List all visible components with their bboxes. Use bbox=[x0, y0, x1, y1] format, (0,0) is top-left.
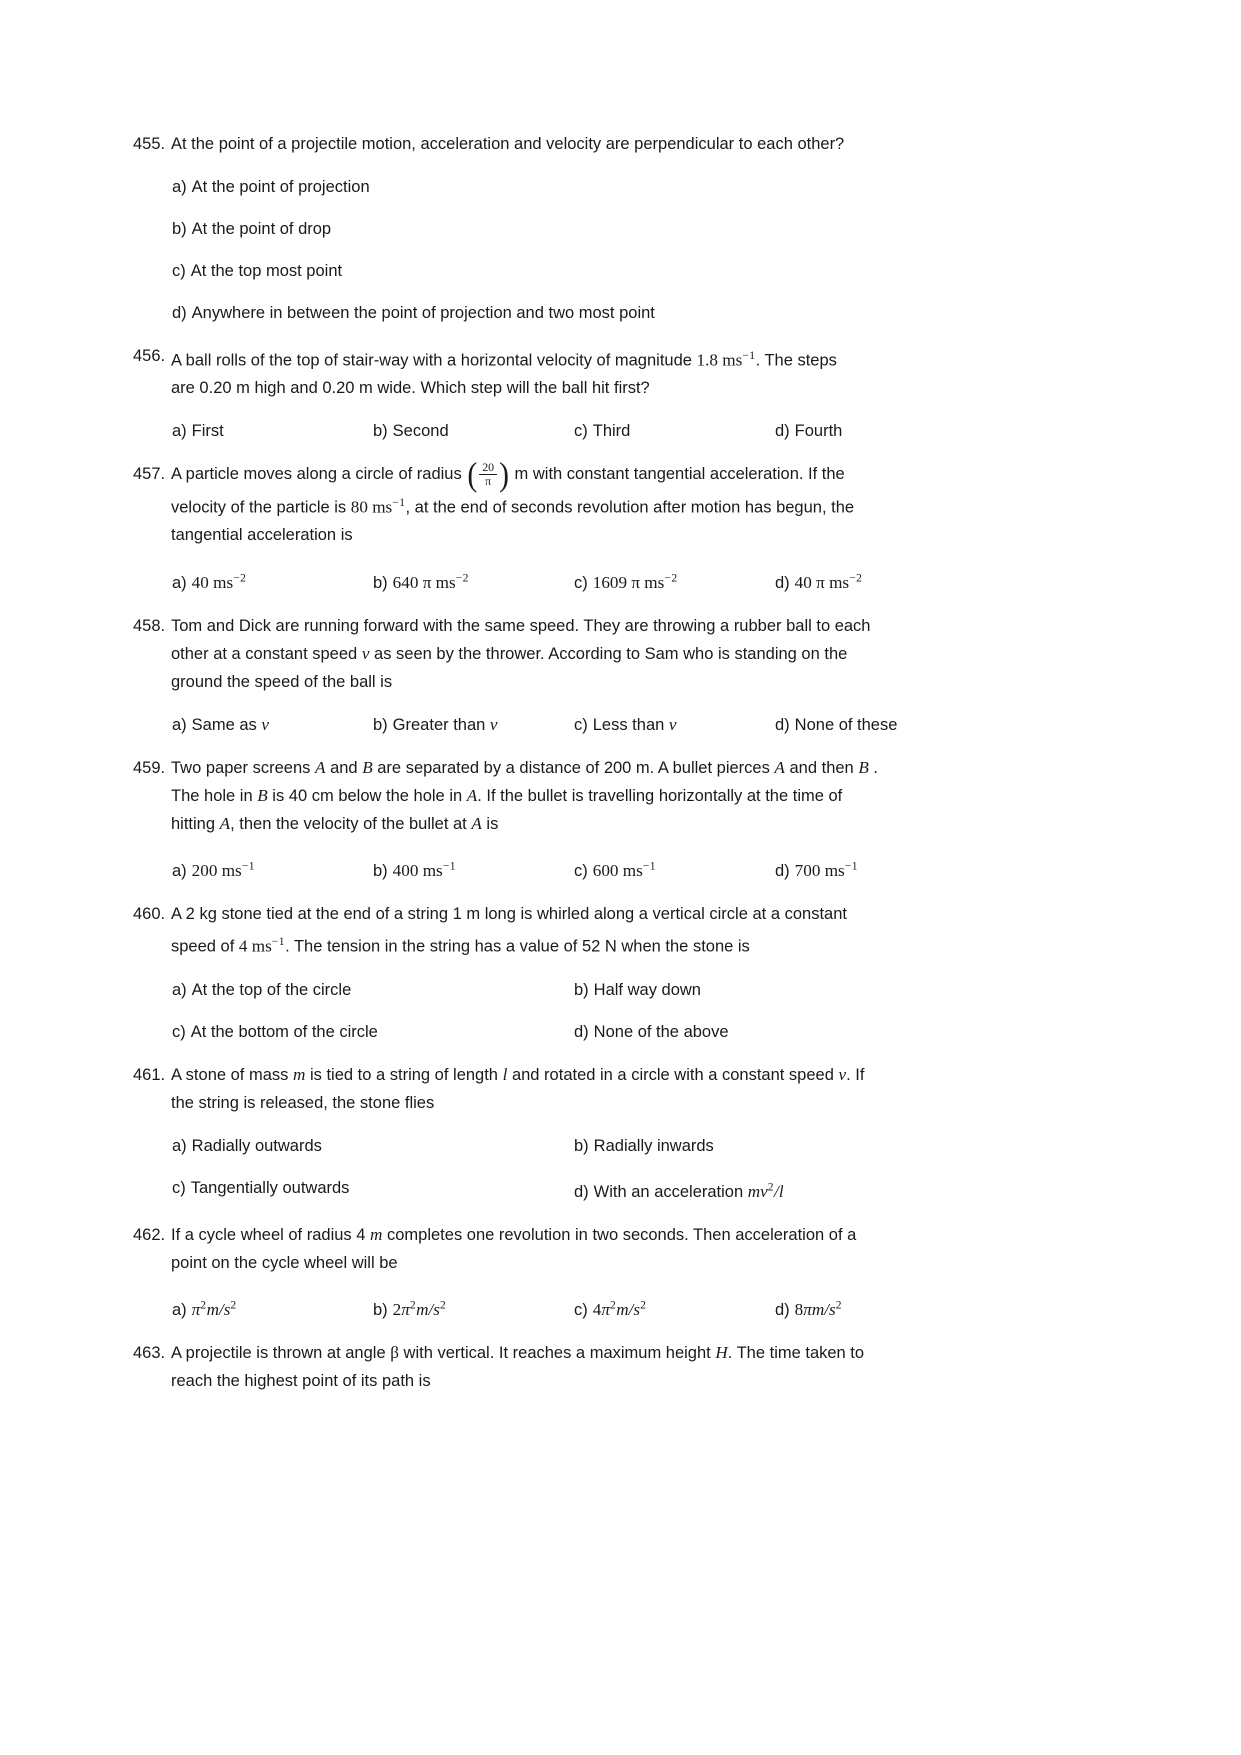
option-label: d) bbox=[172, 304, 187, 322]
question-options bbox=[172, 711, 1131, 739]
plain-text: point on the cycle wheel will be bbox=[171, 1253, 398, 1272]
math-text: A bbox=[774, 757, 785, 777]
option-text bbox=[192, 574, 247, 592]
question-line bbox=[171, 342, 1131, 374]
math-text: π bbox=[401, 1300, 410, 1320]
question-row bbox=[133, 1339, 1131, 1395]
option-text bbox=[594, 981, 701, 999]
math-text: B bbox=[257, 785, 268, 805]
plain-text: Greater than bbox=[392, 715, 490, 734]
math-text: l bbox=[502, 1064, 508, 1084]
option-c bbox=[172, 1018, 574, 1046]
plain-text: are separated by a distance of 200 m. A bullet pierces bbox=[372, 758, 775, 777]
option-label: c) bbox=[172, 262, 186, 280]
plain-text: The hole in bbox=[171, 786, 258, 805]
math-text: 40 ms bbox=[191, 572, 234, 592]
math-text: 2 bbox=[200, 1299, 207, 1312]
question-460 bbox=[133, 900, 1131, 1045]
option-b bbox=[373, 711, 574, 739]
question-row bbox=[133, 342, 1131, 402]
question-line bbox=[171, 668, 1131, 696]
question-number: 462. bbox=[133, 1225, 166, 1244]
option-c bbox=[574, 853, 775, 885]
question-line bbox=[171, 130, 1131, 158]
question-line bbox=[171, 1089, 1131, 1117]
question-options bbox=[172, 564, 1131, 596]
option-b bbox=[373, 564, 574, 596]
plain-text: Same as bbox=[191, 715, 262, 734]
option-label: c) bbox=[574, 715, 588, 734]
question-row bbox=[133, 612, 1131, 696]
plain-text: Radially outwards bbox=[191, 1136, 322, 1155]
question-options bbox=[172, 1292, 1131, 1324]
question-459 bbox=[133, 754, 1131, 885]
option-text bbox=[192, 304, 655, 322]
option-label: d) bbox=[574, 1022, 589, 1041]
option-label: b) bbox=[172, 220, 187, 238]
option-a bbox=[172, 1292, 373, 1324]
math-text: mv bbox=[747, 1181, 768, 1201]
math-text: 2 bbox=[409, 1299, 417, 1312]
math-text: 2 bbox=[439, 1299, 447, 1312]
plain-text: A ball rolls of the top of stair-way with a horizontal velocity of magnitude bbox=[171, 351, 697, 370]
plain-text: ground the speed of the ball is bbox=[171, 672, 393, 691]
plain-text: with vertical. It reaches a maximum height bbox=[398, 1344, 716, 1363]
question-455 bbox=[133, 130, 1131, 327]
question-line bbox=[171, 782, 1131, 810]
question-text bbox=[171, 342, 1131, 402]
option-label: a) bbox=[172, 422, 187, 441]
math-text: π bbox=[601, 1300, 610, 1320]
option-label: c) bbox=[574, 422, 588, 441]
question-line bbox=[171, 928, 1131, 960]
plain-text: are 0.20 m high and 0.20 m wide. Which step will the ball hit first? bbox=[171, 379, 650, 398]
option-text bbox=[393, 574, 469, 592]
plain-text: With an acceleration bbox=[593, 1182, 748, 1201]
question-458 bbox=[133, 612, 1131, 739]
question-line bbox=[171, 489, 1131, 521]
option-d bbox=[775, 564, 977, 596]
option-text bbox=[594, 1183, 784, 1201]
option-d bbox=[775, 417, 977, 445]
option-a bbox=[172, 564, 373, 596]
plain-text: speed of bbox=[171, 937, 239, 956]
math-text: 640 π ms bbox=[392, 572, 456, 592]
math-text: A bbox=[471, 813, 482, 833]
question-line bbox=[171, 1061, 1131, 1089]
question-457 bbox=[133, 456, 1131, 596]
question-line bbox=[171, 1249, 1131, 1277]
plain-text: , at the end of seconds revolution after motion has begun, the bbox=[405, 498, 855, 517]
option-text bbox=[594, 1023, 729, 1041]
option-label: b) bbox=[373, 573, 388, 592]
questions-list bbox=[133, 130, 1131, 1395]
option-label: a) bbox=[172, 862, 187, 881]
option-text bbox=[192, 716, 269, 734]
math-text: A bbox=[315, 757, 326, 777]
plain-text: Tom and Dick are running forward with the same speed. They are throwing a rubber ball to each bbox=[171, 616, 871, 635]
option-text bbox=[192, 1137, 322, 1155]
question-line bbox=[171, 810, 1131, 838]
option-d bbox=[574, 1174, 976, 1206]
math-text: β bbox=[390, 1343, 399, 1363]
option-c bbox=[574, 1292, 775, 1324]
plain-text: . The time taken to bbox=[727, 1344, 865, 1363]
plain-text: velocity of the particle is bbox=[171, 498, 351, 517]
question-462 bbox=[133, 1221, 1131, 1324]
option-label: d) bbox=[775, 1301, 790, 1320]
question-line bbox=[171, 521, 1131, 549]
question-number: 457. bbox=[133, 465, 166, 484]
plain-text: is bbox=[481, 814, 499, 833]
option-c bbox=[172, 257, 1131, 285]
question-text bbox=[171, 1221, 1131, 1277]
math-text: 2 bbox=[230, 1299, 237, 1312]
option-text bbox=[795, 574, 863, 592]
option-text bbox=[593, 422, 631, 440]
question-row bbox=[133, 1221, 1131, 1277]
option-label: d) bbox=[574, 1182, 589, 1201]
option-label: a) bbox=[172, 178, 187, 196]
plain-text: tangential acceleration is bbox=[171, 526, 353, 545]
plain-text: . The tension in the string has a value of 52 N when the stone is bbox=[285, 937, 750, 956]
plain-text: Second bbox=[392, 422, 449, 441]
question-row bbox=[133, 1061, 1131, 1117]
option-label: c) bbox=[574, 573, 588, 592]
option-b bbox=[373, 417, 574, 445]
plain-text: At the point of projection bbox=[191, 178, 370, 196]
math-text: v bbox=[261, 714, 269, 734]
question-number: 455. bbox=[133, 135, 166, 153]
math-text: 40 π ms bbox=[794, 572, 850, 592]
math-text: A bbox=[219, 813, 231, 833]
plain-text: Less than bbox=[592, 715, 669, 734]
question-options bbox=[172, 417, 1131, 445]
fraction-stack bbox=[477, 461, 499, 489]
question-text bbox=[171, 130, 1131, 158]
question-row bbox=[133, 900, 1131, 960]
option-text bbox=[795, 716, 898, 734]
math-text: 80 ms bbox=[350, 497, 393, 517]
plain-text: First bbox=[191, 422, 224, 441]
question-row bbox=[133, 130, 1131, 158]
option-text bbox=[192, 862, 255, 880]
plain-text: Third bbox=[592, 422, 631, 441]
plain-text: A 2 kg stone tied at the end of a string 1 m long is whirled along a vertical circle at a constant bbox=[171, 905, 847, 924]
question-text bbox=[171, 456, 1131, 549]
question-461 bbox=[133, 1061, 1131, 1206]
option-text bbox=[192, 422, 224, 440]
plain-text: reach the highest point of its path is bbox=[171, 1372, 431, 1391]
option-text bbox=[593, 574, 678, 592]
option-label: c) bbox=[574, 1301, 588, 1320]
question-options bbox=[172, 173, 1131, 327]
question-line bbox=[171, 754, 1131, 782]
question-463 bbox=[133, 1339, 1131, 1395]
option-text bbox=[593, 716, 677, 734]
question-line bbox=[171, 1221, 1131, 1249]
option-a bbox=[172, 173, 1131, 201]
option-text bbox=[795, 862, 858, 880]
option-text bbox=[192, 220, 331, 238]
option-label: c) bbox=[172, 1178, 186, 1197]
math-text: 400 ms bbox=[392, 861, 443, 881]
option-a bbox=[172, 711, 373, 739]
option-d bbox=[775, 853, 977, 885]
option-b bbox=[373, 1292, 574, 1324]
math-text: 2 bbox=[392, 1300, 402, 1320]
math-text: B bbox=[362, 757, 373, 777]
option-text bbox=[594, 1137, 714, 1155]
option-c bbox=[172, 1174, 574, 1206]
plain-text: is 40 cm below the hole in bbox=[267, 786, 467, 805]
question-line bbox=[171, 612, 1131, 640]
plain-text: the string is released, the stone flies bbox=[171, 1093, 435, 1112]
option-label: a) bbox=[172, 1301, 187, 1320]
plain-text: Fourth bbox=[794, 422, 843, 441]
question-text bbox=[171, 1339, 1131, 1395]
option-label: b) bbox=[574, 980, 589, 999]
option-text bbox=[393, 716, 498, 734]
question-number: 460. bbox=[133, 905, 166, 924]
plain-text: . bbox=[868, 758, 878, 777]
option-label: b) bbox=[373, 715, 388, 734]
option-d bbox=[775, 711, 977, 739]
plain-text: A projectile is thrown at angle bbox=[171, 1344, 391, 1363]
option-c bbox=[574, 711, 775, 739]
option-text bbox=[191, 262, 342, 280]
option-text bbox=[192, 981, 352, 999]
math-text: 600 ms bbox=[592, 861, 643, 881]
math-text: 2 bbox=[609, 1299, 617, 1312]
plain-text: and then bbox=[784, 758, 859, 777]
math-text: v bbox=[838, 1064, 847, 1084]
math-text: −1 bbox=[392, 497, 406, 510]
plain-text: At the top of the circle bbox=[191, 980, 352, 999]
close-paren: ) bbox=[499, 456, 509, 493]
question-line bbox=[171, 374, 1131, 402]
plain-text: . The steps bbox=[755, 351, 837, 370]
question-options bbox=[172, 853, 1131, 885]
fraction bbox=[467, 456, 509, 493]
option-c bbox=[574, 417, 775, 445]
math-text: πm/s bbox=[803, 1300, 836, 1320]
option-a bbox=[172, 1132, 574, 1160]
math-text: v bbox=[361, 643, 370, 663]
question-number: 458. bbox=[133, 616, 166, 635]
math-text: B bbox=[858, 757, 869, 777]
math-text: m bbox=[370, 1224, 383, 1244]
option-b bbox=[373, 853, 574, 885]
plain-text: At the bottom of the circle bbox=[190, 1022, 378, 1041]
math-text: 2 bbox=[640, 1299, 647, 1312]
option-label: c) bbox=[172, 1022, 186, 1041]
question-line bbox=[171, 640, 1131, 668]
math-text: 2 bbox=[767, 1181, 775, 1194]
option-d bbox=[775, 1292, 977, 1324]
option-text bbox=[393, 422, 449, 440]
option-label: b) bbox=[373, 422, 388, 441]
math-text: −1 bbox=[442, 860, 457, 873]
option-label: a) bbox=[172, 980, 187, 999]
option-b bbox=[574, 1132, 976, 1160]
plain-text: If a cycle wheel of radius 4 bbox=[171, 1225, 371, 1244]
option-label: d) bbox=[775, 862, 790, 881]
plain-text: is tied to a string of length bbox=[305, 1065, 503, 1084]
math-text: m/s bbox=[206, 1300, 231, 1320]
plain-text: At the point of drop bbox=[191, 220, 332, 238]
plain-text: . If bbox=[846, 1065, 865, 1084]
plain-text: Anywhere in between the point of projection and two most point bbox=[191, 304, 655, 322]
plain-text: A particle moves along a circle of radius bbox=[171, 465, 467, 484]
math-text: −2 bbox=[233, 572, 247, 585]
math-text: −2 bbox=[455, 572, 469, 585]
option-label: b) bbox=[373, 862, 388, 881]
math-text: /l bbox=[774, 1181, 784, 1201]
question-row bbox=[133, 754, 1131, 838]
math-text: −1 bbox=[742, 350, 756, 362]
question-text bbox=[171, 1061, 1131, 1117]
plain-text: other at a constant speed bbox=[171, 644, 362, 663]
option-text bbox=[393, 1301, 447, 1319]
math-text: 1609 π ms bbox=[592, 572, 665, 592]
math-text: −1 bbox=[642, 860, 657, 873]
question-options bbox=[172, 1132, 1131, 1206]
plain-text: and rotated in a circle with a constant speed bbox=[507, 1065, 839, 1084]
option-label: a) bbox=[172, 1136, 187, 1155]
question-text bbox=[171, 612, 1131, 696]
option-text bbox=[593, 862, 656, 880]
plain-text: At the point of a projectile motion, acceleration and velocity are perpendicular to each other? bbox=[171, 135, 845, 153]
open-paren: ( bbox=[467, 456, 478, 493]
plain-text: Tangentially outwards bbox=[190, 1178, 350, 1197]
option-a bbox=[172, 417, 373, 445]
option-label: d) bbox=[775, 422, 790, 441]
math-text: −2 bbox=[849, 572, 863, 585]
plain-text: hitting bbox=[171, 814, 220, 833]
fraction-numerator: 20 bbox=[479, 461, 497, 476]
math-text: 200 ms bbox=[191, 861, 242, 881]
question-text bbox=[171, 754, 1131, 838]
plain-text: A stone of mass bbox=[171, 1065, 293, 1084]
math-text: −1 bbox=[241, 860, 256, 873]
question-line bbox=[171, 1367, 1131, 1395]
question-line bbox=[171, 1339, 1131, 1367]
option-a bbox=[172, 853, 373, 885]
math-text: m/s bbox=[616, 1300, 641, 1320]
option-c bbox=[574, 564, 775, 596]
plain-text: , then the velocity of the bullet at bbox=[230, 814, 472, 833]
option-label: c) bbox=[574, 862, 588, 881]
math-text: 4 ms bbox=[238, 936, 272, 956]
plain-text: as seen by the thrower. According to Sam who is standing on the bbox=[369, 644, 848, 663]
plain-text: . If the bullet is travelling horizontally at the time of bbox=[477, 786, 843, 805]
plain-text: m with constant tangential acceleration. If the bbox=[509, 465, 845, 484]
plain-text: At the top most point bbox=[190, 262, 343, 280]
question-text bbox=[171, 900, 1131, 960]
option-a bbox=[172, 976, 574, 1004]
option-text bbox=[191, 1023, 378, 1041]
plain-text: None of the above bbox=[593, 1022, 729, 1041]
question-456 bbox=[133, 342, 1131, 445]
math-text: 1.8 ms bbox=[696, 350, 743, 370]
math-text: π bbox=[191, 1300, 201, 1320]
question-number: 463. bbox=[133, 1344, 166, 1363]
option-label: a) bbox=[172, 715, 187, 734]
plain-text: Radially inwards bbox=[593, 1136, 714, 1155]
question-number: 461. bbox=[133, 1065, 166, 1084]
math-text: m/s bbox=[416, 1300, 440, 1320]
fraction-denominator: π bbox=[485, 474, 492, 489]
question-number: 459. bbox=[133, 758, 166, 777]
plain-text: None of these bbox=[794, 715, 898, 734]
option-text bbox=[593, 1301, 647, 1319]
option-label: a) bbox=[172, 573, 187, 592]
option-label: d) bbox=[775, 573, 790, 592]
math-text: v bbox=[668, 714, 677, 734]
option-text bbox=[393, 862, 456, 880]
question-line bbox=[171, 900, 1131, 928]
math-text: m bbox=[292, 1064, 306, 1084]
math-text: v bbox=[489, 714, 498, 734]
math-text: −2 bbox=[664, 572, 678, 585]
math-text: 2 bbox=[835, 1299, 842, 1312]
option-d bbox=[172, 299, 1131, 327]
option-text bbox=[192, 178, 370, 196]
option-b bbox=[172, 215, 1131, 243]
math-text: 8 bbox=[794, 1300, 804, 1320]
option-label: d) bbox=[775, 715, 790, 734]
option-label: b) bbox=[574, 1136, 589, 1155]
math-text: −1 bbox=[271, 936, 286, 949]
math-text: 700 ms bbox=[794, 861, 845, 881]
question-line bbox=[171, 456, 1131, 493]
plain-text: and bbox=[325, 758, 363, 777]
option-b bbox=[574, 976, 976, 1004]
math-text: H bbox=[715, 1343, 728, 1363]
option-text bbox=[192, 1301, 237, 1319]
plain-text: Two paper screens bbox=[171, 758, 315, 777]
question-options bbox=[172, 976, 1131, 1046]
question-row bbox=[133, 456, 1131, 549]
option-text bbox=[795, 1301, 842, 1319]
plain-text: completes one revolution in two seconds. Then acceleration of a bbox=[382, 1225, 857, 1244]
option-d bbox=[574, 1018, 976, 1046]
plain-text: Half way down bbox=[593, 980, 701, 999]
math-text: A bbox=[466, 785, 478, 805]
question-number: 456. bbox=[133, 347, 166, 365]
math-text: 4 bbox=[592, 1300, 602, 1320]
math-text: −1 bbox=[844, 860, 859, 873]
option-text bbox=[795, 422, 843, 440]
option-label: b) bbox=[373, 1301, 388, 1320]
option-text bbox=[191, 1179, 350, 1197]
